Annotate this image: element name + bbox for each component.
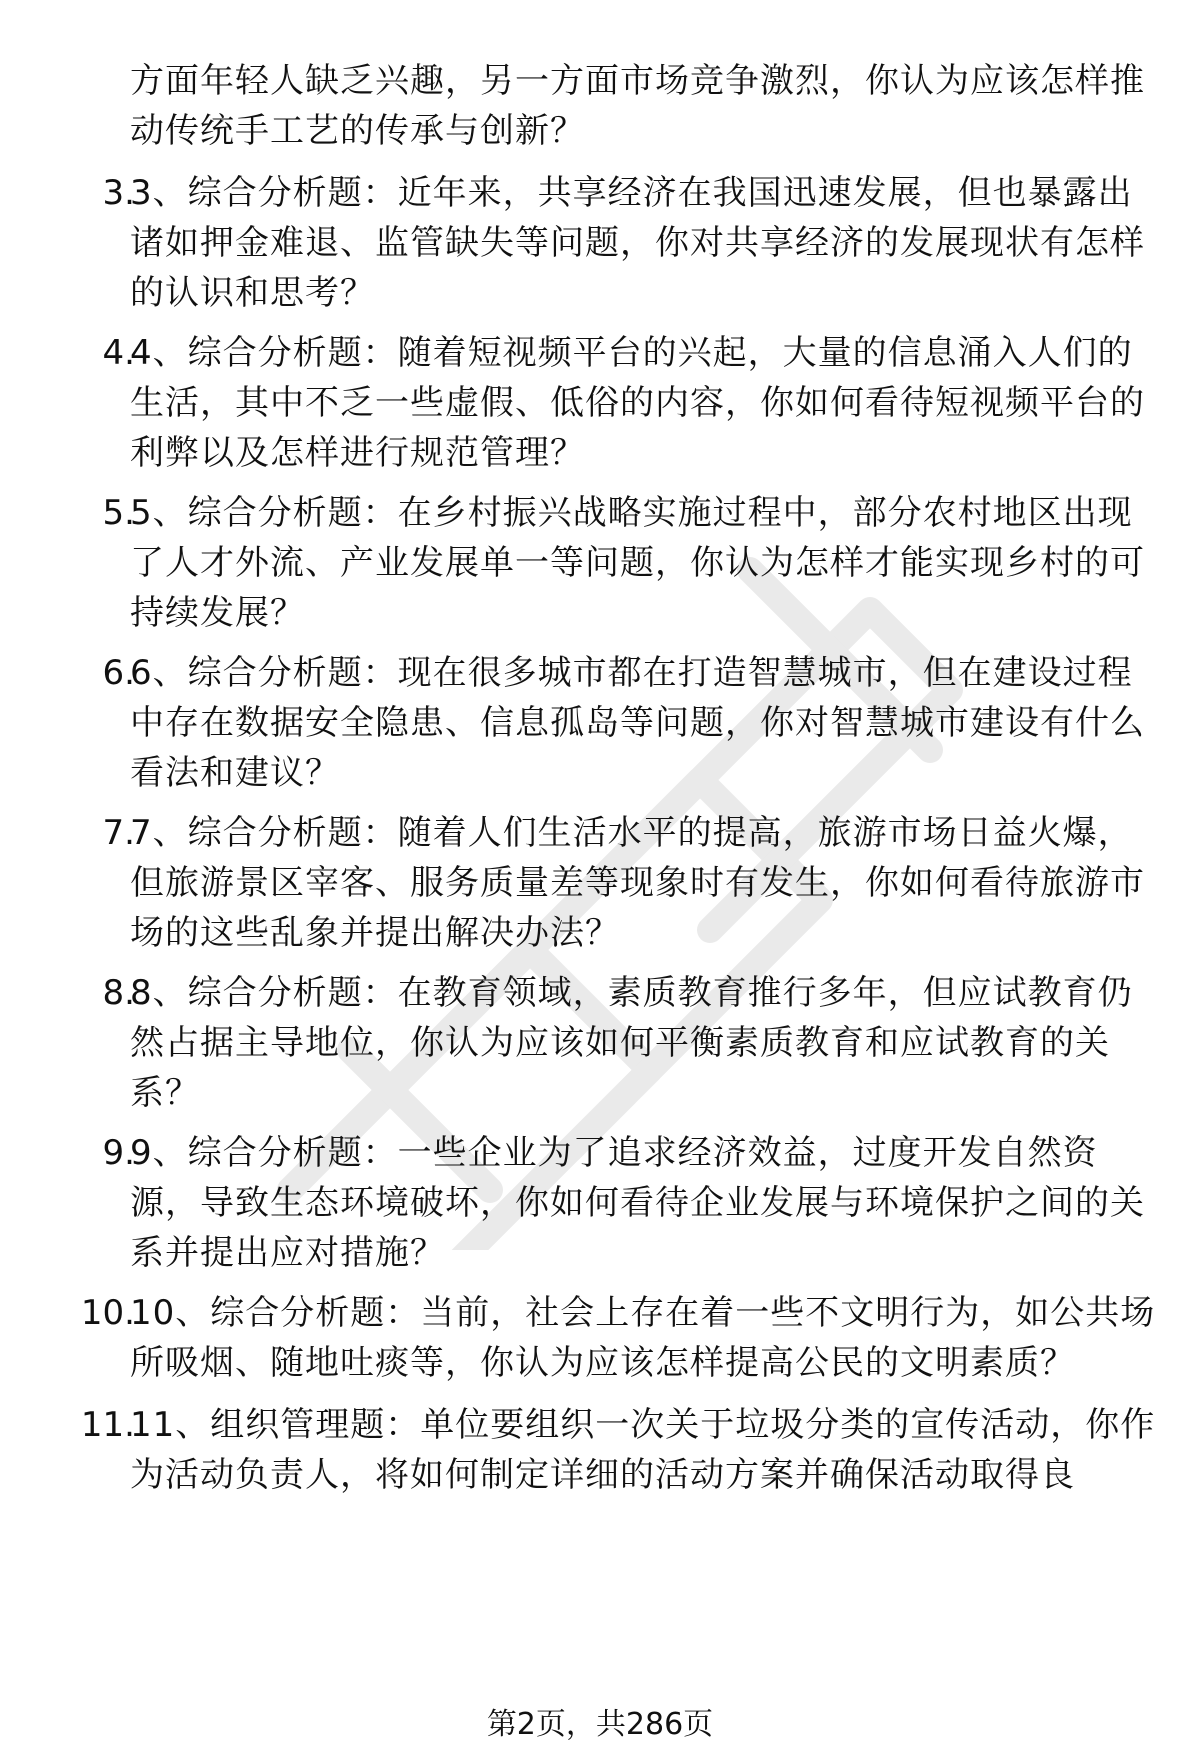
question-text: 7、综合分析题：随着人们生活水平的提高，旅游市场日益火爆，但旅游景区宰客、服务质量差等现象时有发生，你如何看待旅游市场的这些乱象并提出解决办法？ xyxy=(130,813,1145,953)
question-text: 6、综合分析题：现在很多城市都在打造智慧城市，但在建设过程中存在数据安全隐患、信息孤岛等问题，你对智慧城市建设有什么看法和建议？ xyxy=(130,653,1145,793)
question-2-continuation: 方面年轻人缺乏兴趣，另一方面市场竞争激烈，你认为应该怎样推动传统手工艺的传承与创新？ xyxy=(130,61,1145,151)
question-number: 6. xyxy=(102,653,135,693)
page-footer: 第2页，共286页 xyxy=(486,1707,714,1742)
question-text: 5、综合分析题：在乡村振兴战略实施过程中，部分农村地区出现了人才外流、产业发展单一等问题，你认为怎样才能实现乡村的可持续发展？ xyxy=(130,493,1145,633)
question-number: 4. xyxy=(102,333,135,373)
question-number: 7. xyxy=(102,813,135,853)
question-number: 3. xyxy=(102,173,135,213)
question-number: 8. xyxy=(102,973,135,1013)
question-text: 4、综合分析题：随着短视频平台的兴起，大量的信息涌入人们的生活，其中不乏一些虚假、低俗的内容，你如何看待短视频平台的利弊以及怎样进行规范管理？ xyxy=(130,333,1145,473)
question-number: 5. xyxy=(102,493,135,533)
question-text: 8、综合分析题：在教育领域，素质教育推行多年，但应试教育仍然占据主导地位，你认为应该如何平衡素质教育和应试教育的关系？ xyxy=(130,973,1133,1113)
question-text: 9、综合分析题：一些企业为了追求经济效益，过度开发自然资源，导致生态环境破坏，你如何看待企业发展与环境保护之间的关系并提出应对措施？ xyxy=(130,1133,1145,1273)
question-number: 11. xyxy=(80,1405,135,1445)
question-text: 3、综合分析题：近年来，共享经济在我国迅速发展，但也暴露出诸如押金难退、监管缺失等问题，你对共享经济的发展现状有怎样的认识和思考？ xyxy=(130,173,1145,313)
question-number: 10. xyxy=(80,1293,135,1333)
question-number: 9. xyxy=(102,1133,135,1173)
question-text: 10、综合分析题：当前，社会上存在着一些不文明行为，如公共场所吸烟、随地吐痰等，你认为应该怎样提高公民的文明素质？ xyxy=(130,1293,1156,1383)
question-text: 11、组织管理题：单位要组织一次关于垃圾分类的宣传活动，你作为活动负责人，将如何制定详细的活动方案并确保活动取得良 xyxy=(130,1405,1156,1495)
